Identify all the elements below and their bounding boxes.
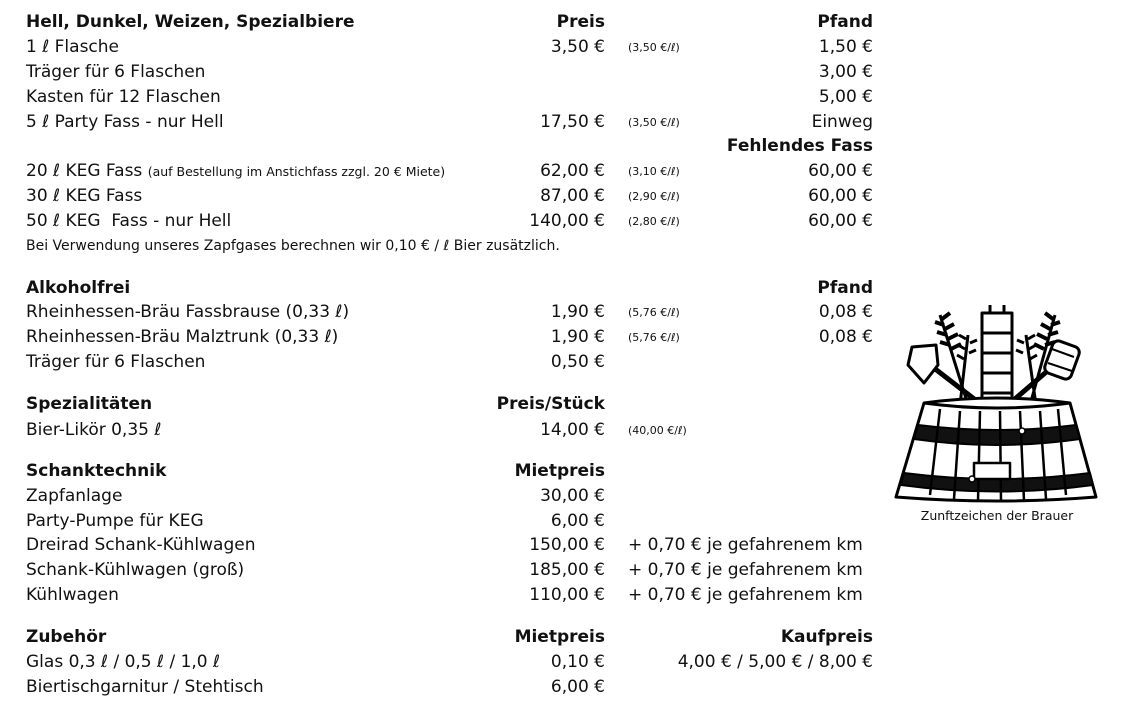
item-deposit: 0,08 € xyxy=(818,302,873,322)
item-name: Zapfanlage xyxy=(26,486,123,506)
purchase-price: 4,00 € / 5,00 € / 8,00 € xyxy=(677,652,873,672)
item-name: Träger für 6 Flaschen xyxy=(26,62,206,82)
unit-price: (2,90 €/ℓ) xyxy=(628,190,680,203)
section-title: Schanktechnik xyxy=(26,461,167,481)
distance-surcharge: + 0,70 € je gefahrenem km xyxy=(628,535,863,555)
emblem-caption: Zunftzeichen der Brauer xyxy=(920,508,1074,523)
item-name: Biertischgarnitur / Stehtisch xyxy=(26,677,264,697)
item-name: 20 ℓ KEG Fass xyxy=(26,161,143,181)
price-header: Preis/Stück xyxy=(496,394,605,414)
price-row xyxy=(0,110,1126,135)
item-price: 14,00 € xyxy=(540,420,605,440)
item-note: (auf Bestellung im Anstichfass zzgl. 20 € Miete) xyxy=(147,164,446,179)
price-header: Preis xyxy=(556,12,605,32)
purchase-price-header: Kaufpreis xyxy=(780,627,873,647)
item-price: 1,90 € xyxy=(550,302,605,322)
item-name: Kasten für 12 Flaschen xyxy=(26,87,221,107)
item-price: 110,00 € xyxy=(529,585,605,605)
price-row xyxy=(0,85,1126,110)
section-header-zubehoer xyxy=(0,625,1126,650)
item-deposit: 60,00 € xyxy=(808,161,873,181)
item-name: Bier-Likör 0,35 ℓ xyxy=(26,420,162,440)
item-deposit: 0,08 € xyxy=(818,327,873,347)
section-title: Spezialitäten xyxy=(26,394,153,414)
item-deposit: 60,00 € xyxy=(808,211,873,231)
item-price: 6,00 € xyxy=(550,511,605,531)
item-name: Träger für 6 Flaschen xyxy=(26,352,206,372)
brewers-guild-emblem-icon xyxy=(890,305,1104,503)
rental-price-header: Mietpreis xyxy=(514,627,605,647)
item-deposit: 3,00 € xyxy=(818,62,873,82)
price-row xyxy=(0,184,1126,209)
item-name: 1 ℓ Flasche xyxy=(26,37,120,57)
missing-keg-header: Fehlendes Fass xyxy=(726,136,873,156)
item-price: 6,00 € xyxy=(550,677,605,697)
footnote-row xyxy=(0,234,1126,259)
item-name: 50 ℓ KEG Fass - nur Hell xyxy=(26,211,232,231)
item-name: Party-Pumpe für KEG xyxy=(26,511,204,531)
section-title: Zubehör xyxy=(26,627,107,647)
item-price: 185,00 € xyxy=(529,560,605,580)
price-row xyxy=(0,60,1126,85)
item-price: 0,10 € xyxy=(550,652,605,672)
item-name: 30 ℓ KEG Fass xyxy=(26,186,143,206)
deposit-header: Pfand xyxy=(817,278,873,298)
item-price: 150,00 € xyxy=(529,535,605,555)
deposit-header: Pfand xyxy=(817,12,873,32)
price-row xyxy=(0,650,1126,675)
item-price: 0,50 € xyxy=(550,352,605,372)
item-deposit: Einweg xyxy=(811,112,873,132)
item-price: 3,50 € xyxy=(550,37,605,57)
unit-price: (3,50 €/ℓ) xyxy=(628,116,680,129)
item-name: Glas 0,3 ℓ / 0,5 ℓ / 1,0 ℓ xyxy=(26,652,221,672)
price-row xyxy=(0,209,1126,234)
item-name: Rheinhessen-Bräu Malztrunk (0,33 ℓ) xyxy=(26,327,339,347)
section-title: Hell, Dunkel, Weizen, Spezialbiere xyxy=(26,12,355,32)
unit-price: (2,80 €/ℓ) xyxy=(628,215,680,228)
price-row xyxy=(0,583,1126,608)
item-name: Schank-Kühlwagen (groß) xyxy=(26,560,245,580)
unit-price: (3,10 €/ℓ) xyxy=(628,165,680,178)
item-price: 17,50 € xyxy=(540,112,605,132)
unit-price: (3,50 €/ℓ) xyxy=(628,41,680,54)
distance-surcharge: + 0,70 € je gefahrenem km xyxy=(628,560,863,580)
distance-surcharge: + 0,70 € je gefahrenem km xyxy=(628,585,863,605)
section-title: Alkoholfrei xyxy=(26,278,131,298)
price-row xyxy=(0,675,1126,700)
rental-price-header: Mietpreis xyxy=(514,461,605,481)
item-name-with-note xyxy=(26,159,445,184)
item-name: Dreirad Schank-Kühlwagen xyxy=(26,535,256,555)
item-deposit: 60,00 € xyxy=(808,186,873,206)
unit-price: (40,00 €/ℓ) xyxy=(628,424,687,437)
item-name: 5 ℓ Party Fass - nur Hell xyxy=(26,112,224,132)
item-price: 87,00 € xyxy=(540,186,605,206)
unit-price: (5,76 €/ℓ) xyxy=(628,331,680,344)
section-header-bier xyxy=(0,10,1126,35)
item-name: Kühlwagen xyxy=(26,585,119,605)
item-deposit: 1,50 € xyxy=(818,37,873,57)
price-row xyxy=(0,35,1126,60)
item-price: 62,00 € xyxy=(540,161,605,181)
missing-keg-header-row xyxy=(0,134,1126,159)
price-row xyxy=(0,533,1126,558)
footnote: Bei Verwendung unseres Zapfgases berechnen wir 0,10 € / ℓ Bier zusätzlich. xyxy=(26,238,560,254)
price-row xyxy=(0,159,1126,184)
item-deposit: 5,00 € xyxy=(818,87,873,107)
item-price: 30,00 € xyxy=(540,486,605,506)
unit-price: (5,76 €/ℓ) xyxy=(628,306,680,319)
item-name: Rheinhessen-Bräu Fassbrause (0,33 ℓ) xyxy=(26,302,350,322)
item-price: 1,90 € xyxy=(550,327,605,347)
price-row xyxy=(0,558,1126,583)
item-price: 140,00 € xyxy=(529,211,605,231)
section-header-alkoholfrei xyxy=(0,276,1126,301)
